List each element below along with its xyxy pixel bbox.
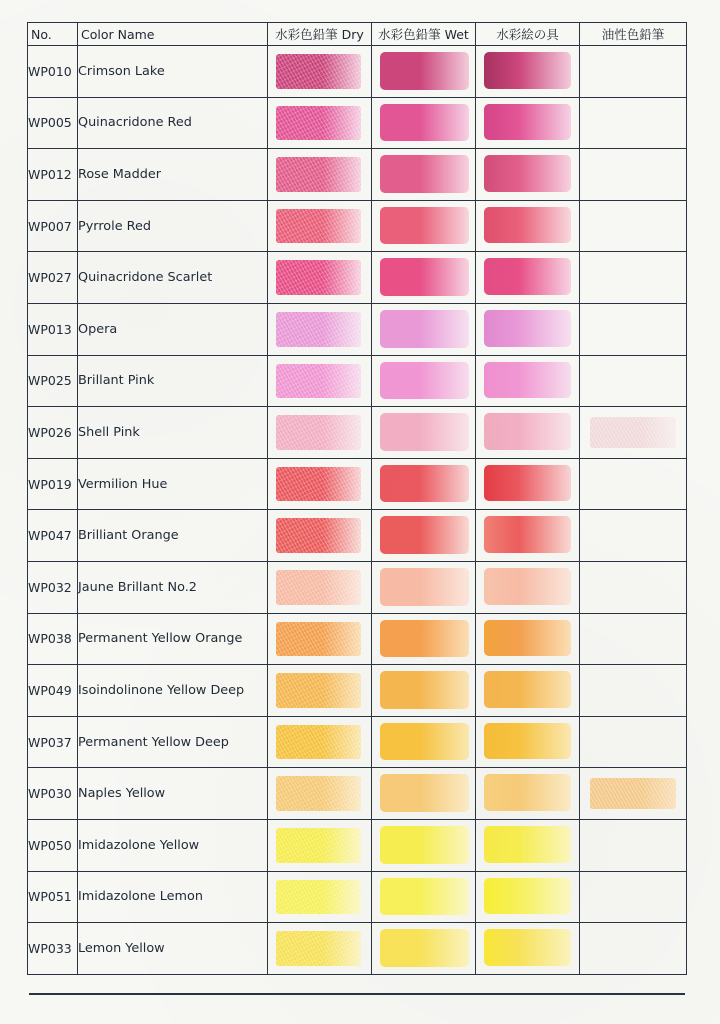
- table-row: [28, 355, 687, 407]
- swatch-wet: [380, 671, 469, 709]
- color-code: WP005: [28, 97, 78, 149]
- color-code: WP025: [28, 355, 78, 407]
- swatch-dry: [276, 518, 361, 553]
- color-code: WP037: [28, 716, 78, 768]
- swatch-dry: [276, 209, 361, 244]
- swatch-oil: [590, 417, 676, 448]
- swatch-cell-wet: [372, 252, 476, 304]
- swatch-dry: [276, 570, 361, 605]
- swatch-wet: [380, 568, 469, 606]
- table-row: [28, 871, 687, 923]
- swatch-cell-wet: [372, 97, 476, 149]
- swatch-cell-paint: [476, 252, 580, 304]
- swatch-dry: [276, 725, 361, 760]
- header-color-name: Color Name: [78, 23, 268, 46]
- swatch-cell-dry: [268, 46, 372, 98]
- swatch-wet: [380, 620, 469, 658]
- table-row: [28, 716, 687, 768]
- swatch-cell-paint: [476, 819, 580, 871]
- swatch-cell-oil: [580, 510, 687, 562]
- header-oil: 油性色鉛筆: [580, 23, 687, 46]
- header-row: [28, 23, 687, 46]
- table-row: [28, 768, 687, 820]
- swatch-cell-dry: [268, 923, 372, 975]
- swatch-paint: [484, 104, 571, 141]
- color-name: Rose Madder: [78, 149, 268, 201]
- swatch-paint: [484, 52, 571, 89]
- swatch-cell-dry: [268, 355, 372, 407]
- color-name: Shell Pink: [78, 407, 268, 459]
- swatch-cell-wet: [372, 149, 476, 201]
- swatch-cell-paint: [476, 923, 580, 975]
- swatch-wet: [380, 155, 469, 193]
- swatch-dry: [276, 364, 361, 399]
- table-row: [28, 200, 687, 252]
- swatch-cell-dry: [268, 768, 372, 820]
- table-row: [28, 510, 687, 562]
- table-row: [28, 613, 687, 665]
- swatch-paint: [484, 671, 571, 708]
- swatch-cell-dry: [268, 716, 372, 768]
- color-name: Brilliant Orange: [78, 510, 268, 562]
- swatch-dry: [276, 673, 361, 708]
- swatch-cell-dry: [268, 200, 372, 252]
- swatch-wet: [380, 207, 469, 245]
- color-code: WP032: [28, 561, 78, 613]
- color-name: Permanent Yellow Orange: [78, 613, 268, 665]
- swatch-cell-paint: [476, 768, 580, 820]
- swatch-wet: [380, 465, 469, 503]
- swatch-cell-oil: [580, 149, 687, 201]
- swatch-cell-paint: [476, 716, 580, 768]
- swatch-dry: [276, 54, 361, 89]
- swatch-dry: [276, 931, 361, 966]
- swatch-wet: [380, 878, 469, 916]
- swatch-wet: [380, 929, 469, 967]
- table-row: [28, 303, 687, 355]
- swatch-wet: [380, 723, 469, 761]
- swatch-oil: [590, 778, 676, 809]
- swatch-paint: [484, 465, 571, 502]
- color-name: Imidazolone Lemon: [78, 871, 268, 923]
- color-name: Lemon Yellow: [78, 923, 268, 975]
- swatch-cell-wet: [372, 923, 476, 975]
- swatch-dry: [276, 467, 361, 502]
- table-row: [28, 665, 687, 717]
- swatch-cell-oil: [580, 665, 687, 717]
- swatch-paint: [484, 620, 571, 657]
- swatch-cell-oil: [580, 768, 687, 820]
- swatch-dry: [276, 312, 361, 347]
- table-row: [28, 458, 687, 510]
- swatch-cell-dry: [268, 407, 372, 459]
- table-row: [28, 819, 687, 871]
- swatch-wet: [380, 516, 469, 554]
- swatch-wet: [380, 310, 469, 348]
- swatch-cell-oil: [580, 252, 687, 304]
- swatch-cell-dry: [268, 561, 372, 613]
- swatch-dry: [276, 157, 361, 192]
- color-name: Permanent Yellow Deep: [78, 716, 268, 768]
- swatch-cell-oil: [580, 716, 687, 768]
- swatch-cell-oil: [580, 871, 687, 923]
- swatch-wet: [380, 258, 469, 296]
- swatch-paint: [484, 516, 571, 553]
- header-dry: 水彩色鉛筆 Dry: [268, 23, 372, 46]
- swatch-paint: [484, 155, 571, 192]
- swatch-cell-wet: [372, 768, 476, 820]
- color-name: Quinacridone Red: [78, 97, 268, 149]
- swatch-cell-paint: [476, 613, 580, 665]
- color-name: Vermilion Hue: [78, 458, 268, 510]
- swatch-cell-wet: [372, 200, 476, 252]
- color-name: Brillant Pink: [78, 355, 268, 407]
- swatch-paint: [484, 413, 571, 450]
- color-code: WP047: [28, 510, 78, 562]
- swatch-wet: [380, 104, 469, 142]
- swatch-cell-oil: [580, 97, 687, 149]
- swatch-paint: [484, 723, 571, 760]
- color-name: Pyrrole Red: [78, 200, 268, 252]
- swatch-cell-paint: [476, 46, 580, 98]
- color-code: WP033: [28, 923, 78, 975]
- swatch-cell-dry: [268, 871, 372, 923]
- swatch-cell-wet: [372, 819, 476, 871]
- swatch-cell-oil: [580, 613, 687, 665]
- table-row: [28, 46, 687, 98]
- swatch-cell-paint: [476, 149, 580, 201]
- swatch-dry: [276, 106, 361, 141]
- swatch-cell-paint: [476, 303, 580, 355]
- swatch-cell-oil: [580, 407, 687, 459]
- swatch-cell-wet: [372, 613, 476, 665]
- swatch-cell-wet: [372, 458, 476, 510]
- swatch-wet: [380, 52, 469, 90]
- table-row: [28, 407, 687, 459]
- swatch-cell-paint: [476, 200, 580, 252]
- swatch-cell-wet: [372, 303, 476, 355]
- header-no: No.: [28, 23, 78, 46]
- color-name: Isoindolinone Yellow Deep: [78, 665, 268, 717]
- header-paint: 水彩絵の具: [476, 23, 580, 46]
- swatch-cell-paint: [476, 510, 580, 562]
- color-code: WP051: [28, 871, 78, 923]
- table-row: [28, 252, 687, 304]
- swatch-cell-dry: [268, 510, 372, 562]
- swatch-cell-wet: [372, 665, 476, 717]
- table-row: [28, 923, 687, 975]
- swatch-paint: [484, 774, 571, 811]
- swatch-cell-dry: [268, 303, 372, 355]
- swatch-cell-wet: [372, 355, 476, 407]
- color-code: WP026: [28, 407, 78, 459]
- swatch-cell-dry: [268, 665, 372, 717]
- swatch-cell-oil: [580, 819, 687, 871]
- swatch-cell-paint: [476, 97, 580, 149]
- swatch-wet: [380, 413, 469, 451]
- swatch-cell-dry: [268, 149, 372, 201]
- table-row: [28, 97, 687, 149]
- swatch-cell-paint: [476, 561, 580, 613]
- color-code: WP010: [28, 46, 78, 98]
- table-row: [28, 561, 687, 613]
- swatch-cell-dry: [268, 458, 372, 510]
- swatch-paint: [484, 826, 571, 863]
- swatch-cell-oil: [580, 303, 687, 355]
- color-code: WP007: [28, 200, 78, 252]
- color-code: WP030: [28, 768, 78, 820]
- swatch-cell-oil: [580, 561, 687, 613]
- swatch-cell-paint: [476, 355, 580, 407]
- swatch-paint: [484, 929, 571, 966]
- swatch-cell-dry: [268, 252, 372, 304]
- header-wet: 水彩色鉛筆 Wet: [372, 23, 476, 46]
- table-row: [28, 149, 687, 201]
- swatch-cell-paint: [476, 871, 580, 923]
- swatch-paint: [484, 362, 571, 399]
- swatch-cell-wet: [372, 716, 476, 768]
- color-name: Naples Yellow: [78, 768, 268, 820]
- color-code: WP012: [28, 149, 78, 201]
- color-code: WP027: [28, 252, 78, 304]
- swatch-cell-oil: [580, 458, 687, 510]
- swatch-dry: [276, 622, 361, 657]
- color-code: WP049: [28, 665, 78, 717]
- swatch-paint: [484, 207, 571, 244]
- swatch-cell-oil: [580, 923, 687, 975]
- swatch-cell-wet: [372, 46, 476, 98]
- swatch-wet: [380, 362, 469, 400]
- color-swatch-table: [27, 22, 687, 975]
- color-code: WP013: [28, 303, 78, 355]
- swatch-wet: [380, 774, 469, 812]
- color-name: Opera: [78, 303, 268, 355]
- color-code: WP038: [28, 613, 78, 665]
- swatch-dry: [276, 776, 361, 811]
- swatch-cell-wet: [372, 561, 476, 613]
- color-name: Imidazolone Yellow: [78, 819, 268, 871]
- swatch-dry: [276, 415, 361, 450]
- swatch-dry: [276, 880, 361, 915]
- swatch-cell-paint: [476, 665, 580, 717]
- swatch-paint: [484, 568, 571, 605]
- color-name: Jaune Brillant No.2: [78, 561, 268, 613]
- swatch-dry: [276, 828, 361, 863]
- swatch-cell-dry: [268, 97, 372, 149]
- color-code: WP050: [28, 819, 78, 871]
- color-name: Quinacridone Scarlet: [78, 252, 268, 304]
- swatch-cell-dry: [268, 613, 372, 665]
- swatch-cell-wet: [372, 871, 476, 923]
- color-name: Crimson Lake: [78, 46, 268, 98]
- swatch-cell-oil: [580, 200, 687, 252]
- swatch-dry: [276, 260, 361, 295]
- swatch-cell-paint: [476, 458, 580, 510]
- color-code: WP019: [28, 458, 78, 510]
- swatch-cell-oil: [580, 46, 687, 98]
- bottom-border-line: [29, 993, 685, 995]
- swatch-paint: [484, 258, 571, 295]
- swatch-cell-wet: [372, 407, 476, 459]
- swatch-wet: [380, 826, 469, 864]
- swatch-paint: [484, 878, 571, 915]
- swatch-paint: [484, 310, 571, 347]
- swatch-cell-wet: [372, 510, 476, 562]
- swatch-cell-oil: [580, 355, 687, 407]
- swatch-cell-dry: [268, 819, 372, 871]
- swatch-cell-paint: [476, 407, 580, 459]
